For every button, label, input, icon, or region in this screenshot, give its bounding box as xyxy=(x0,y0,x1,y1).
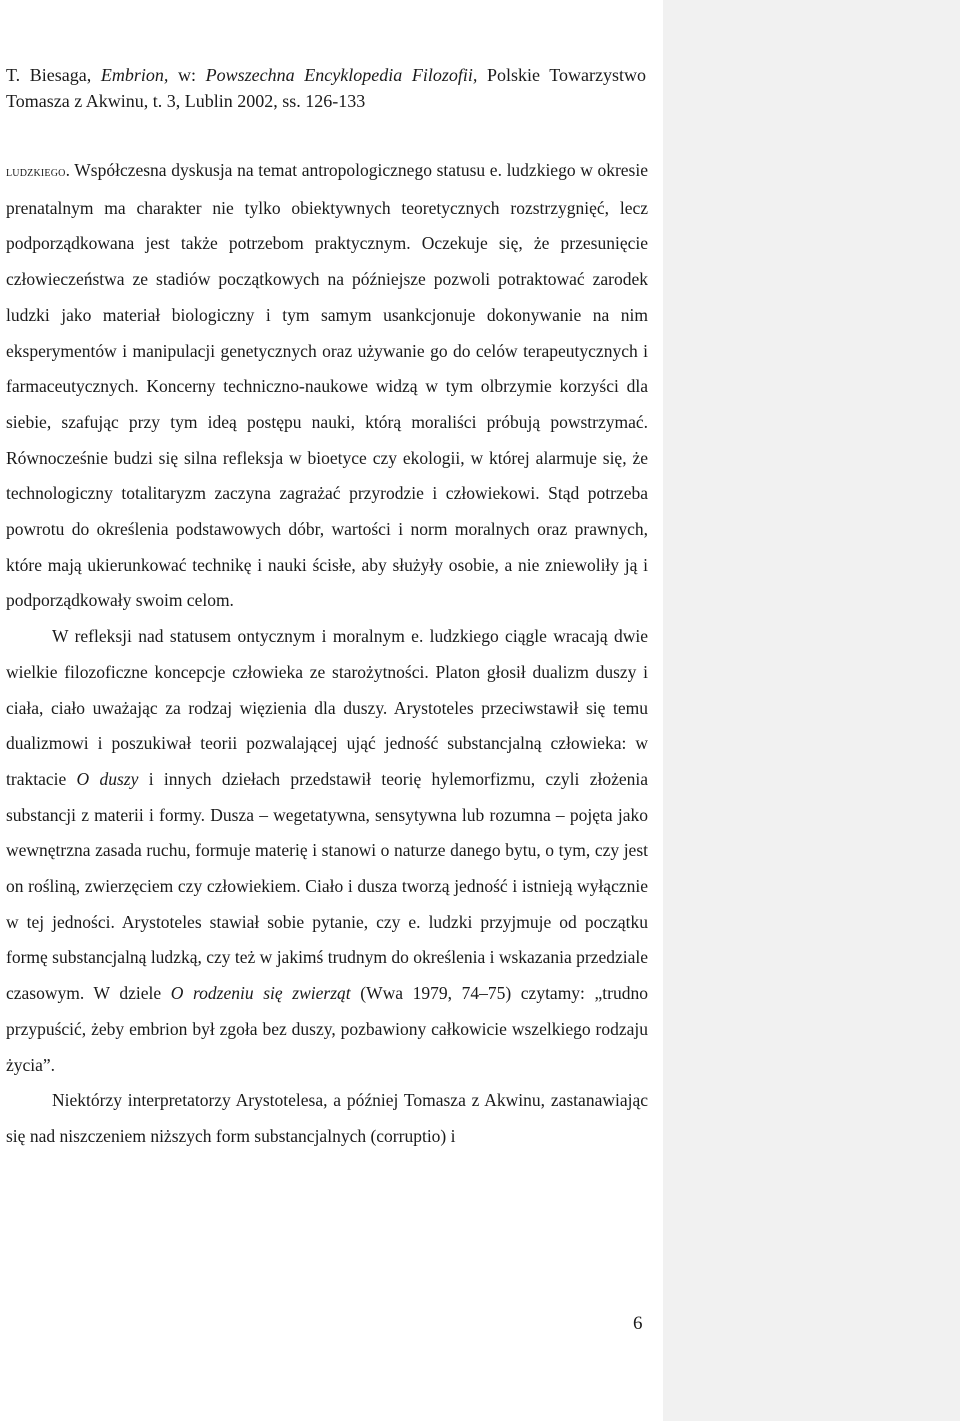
paragraph-2-text-b: i innych dziełach przedstawił teorię hylemorfizmu, czyli złożenia substancji z materii i formy. Dusza – wegetatywna, sensytywna lub rozumna – pojęta jako wewnętrzna zasada ruchu, formuje materię i stanowi o naturze danego bytu, o tym, czy jest on rośliną, zwierzęciem czy człowiekiem. Ciało i dusza tworzą jedność i istnieją wyłącznie w tej jedności. Arystoteles stawiał sobie pytanie, czy e. ludzki przyjmuje od początku formę substancjalną ludzką, czy też w jakimś trudnym do określenia i wskazania przedziale czasowym. W dziele xyxy=(6,768,648,1004)
work-title-o-rodzeniu: O rodzeniu się zwierząt xyxy=(170,983,351,1004)
small-caps-word: ludzkiego xyxy=(6,165,66,180)
paragraph-1 xyxy=(6,153,648,619)
citation-entry-title: Embrion, xyxy=(100,65,169,85)
citation-author: T. Biesaga, xyxy=(6,65,101,85)
paragraph-2-text-c: (Wwa 1979, 74–75) czytamy: „trudno przypuścić, żeby embrion był zgoła bez duszy, pozbawiony całkowicie wszelkiego rodzaju życia”. xyxy=(6,983,648,1075)
citation-work-title: Powszechna Encyklopedia Filozofii, xyxy=(205,65,478,85)
paragraph-1-text: . Współczesna dyskusja na temat antropologicznego statusu e. ludzkiego w okresie prenatalnym ma charakter nie tylko obiektywnych teoretycznych rozstrzygnięć, lecz podporządkowana jest także potrzebom praktycznym. Oczekuje się, że przesunięcie człowieczeństwa ze stadiów początkowych na późniejsze pozwoli potraktować zarodek ludzki jako materiał biologiczny i tym samym usankcjonuje dokonywanie na nim eksperymentów i manipulacji genetycznych oraz używanie go do celów terapeutycznych i farmaceutycznych. Koncerny techniczno-naukowe widzą w tym olbrzymie korzyści dla siebie, szafując przy tym ideą postępu nauki, którą moraliści próbują powstrzymać. Równocześnie budzi się silna refleksja w bioetyce czy ekologii, w której alarmuje się, że technologiczny totalitaryzm zaczyna zagrażać przyrodzie i człowiekowi. Stąd potrzeba powrotu do określenia podstawowych dóbr, wartości i norm moralnych oraz prawnych, które mają ukierunkować technikę i nauki ścisłe, aby służyły osobie, a nie zniewoliły ją i podporządkowały swoim celom. xyxy=(6,160,648,611)
paragraph-2 xyxy=(6,619,648,1083)
work-title-o-duszy: O duszy xyxy=(76,768,139,789)
paragraph-3-text: Niektórzy interpretatorzy Arystotelesa, a później Tomasza z Akwinu, zastanawiając się nad niszczeniem niższych form substancjalnych (corruptio) i xyxy=(6,1090,648,1146)
article-body xyxy=(6,153,648,1155)
bibliographic-citation xyxy=(6,62,646,114)
paragraph-3 xyxy=(6,1083,648,1154)
comment-margin-pane xyxy=(663,0,960,1421)
citation-connector: w: xyxy=(168,65,206,85)
page-number: 6 xyxy=(633,1313,643,1334)
citation-publisher: Polskie Towarzystwo Tomasza z Akwinu, t. 3, Lublin 2002, ss. 126-133 xyxy=(6,65,646,111)
paragraph-2-text-a: W refleksji nad statusem ontycznym i moralnym e. ludzkiego ciągle wracają dwie wielkie filozoficzne koncepcje człowieka ze starożytności. Platon głosił dualizm duszy i ciała, ciało uważając za rodzaj więzienia dla duszy. Arystoteles przeciwstawił się temu dualizmowi i poszukiwał teorii pozwalającej ująć jedność substancjalną człowieka: w traktacie xyxy=(6,626,648,789)
